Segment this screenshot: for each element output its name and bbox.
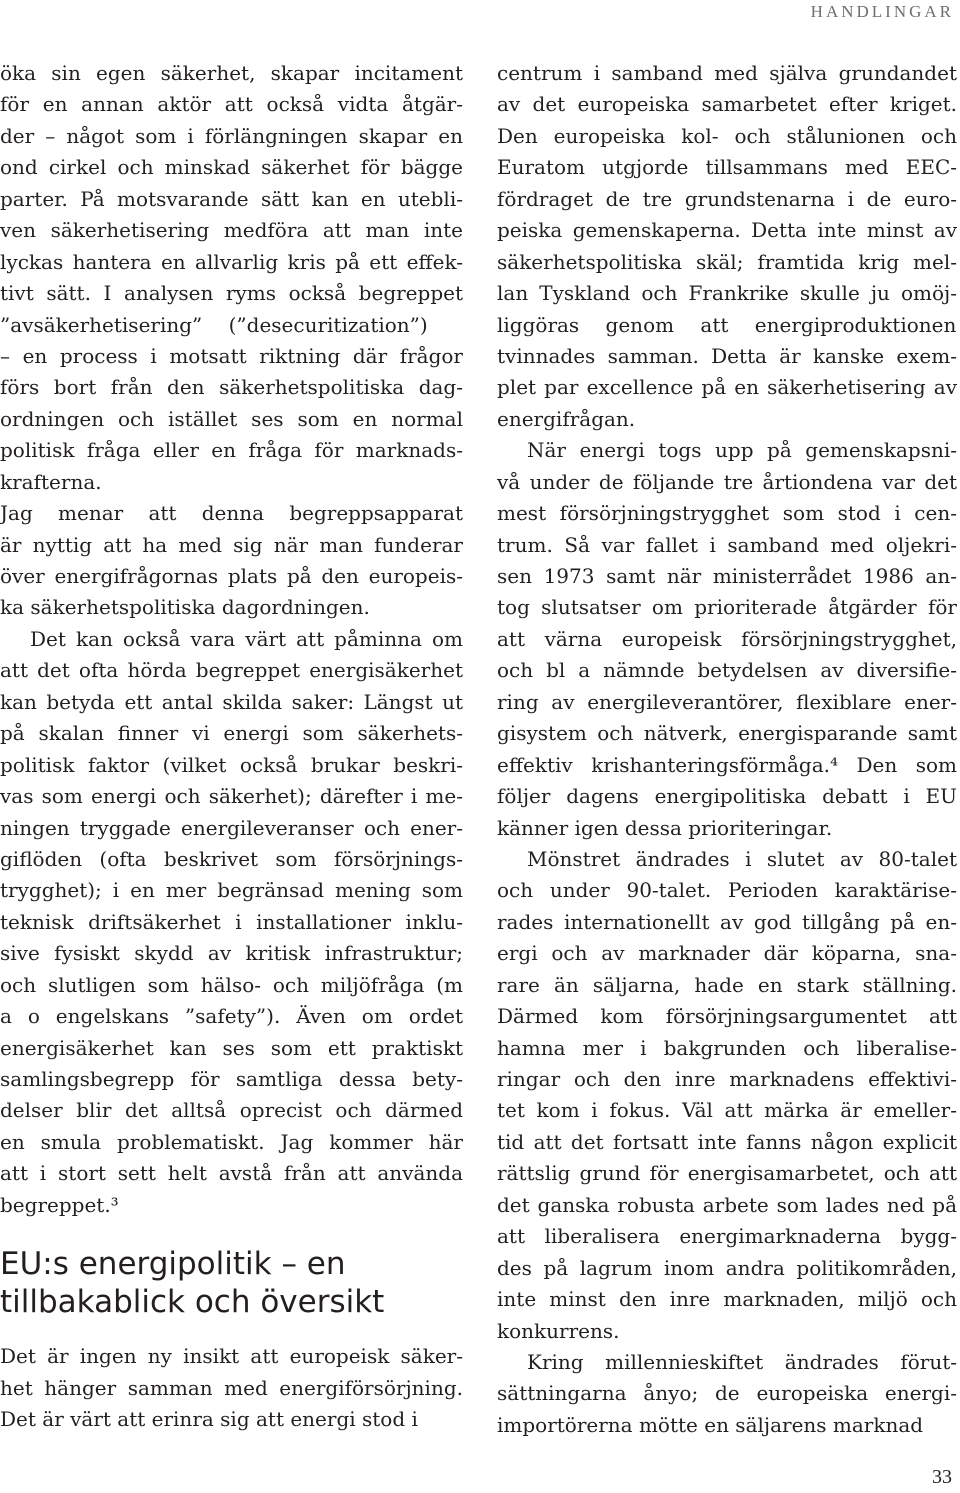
section-heading [0,1245,463,1321]
text-line: öka sin egen säkerhet, skapar incitament [0,61,463,85]
text-line: der – något som i förlängningen skapar en [0,123,463,148]
text-line: Det kan också vara värt att påminna om [30,626,463,651]
running-head: HANDLINGAR [810,2,954,21]
heading-line: EU:s energipolitik – en [0,1246,346,1283]
text-line: ”avsäkerhetisering” (”desecuritization”) [0,312,428,337]
text-line: kan betyda ett antal skilda saker: Längst ut [0,689,463,714]
text-line: att värna europeisk försörjningstrygghet, [497,626,957,651]
text-line: rare än säljarna, hade en stark ställning. [497,972,957,997]
text-line: energifrågan. [497,406,636,431]
text-line: sive fysiskt skydd av kritisk infrastruktur; [0,941,463,966]
text-line: ordningen och istället ses som en normal [0,406,463,431]
text-line: ven säkerhetisering medföra att man inte [0,218,463,243]
text-line: sen 1973 samt när ministerrådet 1986 an- [497,564,957,588]
text-line: Kring millennieskiftet ändrades förut- [527,1349,957,1374]
paragraph-1 [0,58,463,498]
text-line: konkurrens. [497,1318,620,1343]
paragraph-2 [497,435,957,844]
text-line: giflöden (ofta beskrivet som försörjnings- [0,846,463,871]
text-line: Den europeiska kol- och stålunionen och [497,123,957,148]
paragraph-1 [497,58,957,435]
text-line: ningen tryggade energileveranser och ener- [0,815,463,840]
text-line: effektiv krishanteringsförmåga.⁴ Den som [497,752,957,777]
text-line: mest försörjningstrygghet som stod i cen- [497,501,957,526]
text-line: Mönstret ändrades i slutet av 80-talet [527,846,957,871]
text-line: fördraget de tre grundstenarna i de euro- [497,186,957,211]
text-line: – en process i motsatt riktning där frågor [0,343,463,368]
text-line: ringar och den inre marknadens effektivi- [497,1067,957,1091]
text-line: Jag menar att denna begreppsapparat [0,501,463,526]
text-line: samlingsbegrepp för samtliga dessa bety- [0,1067,463,1091]
text-line: Det är ingen ny insikt att europeisk säker- [0,1344,463,1369]
text-line: tivt sätt. I analysen ryms också begreppet [0,281,463,306]
text-line: Euratom utgjorde tillsammans med EEC- [497,155,957,180]
text-line: över energifrågornas plats på den europeis- [0,564,463,588]
text-line: vå under de följande tre årtiondena var det [497,469,957,494]
text-line: ond cirkel och minskad säkerhet för bägge [0,155,463,180]
text-line: inte minst den inre marknaden, miljö och [497,1287,957,1312]
text-line: krafterna. [0,469,102,494]
text-line: importörerna mötte en säljarens marknad [497,1412,924,1437]
text-line: följer dagens energipolitiska debatt i EU [497,784,957,809]
text-line: och slutligen som hälso- och miljöfråga (m [0,972,463,997]
text-line: rades internationellt av god tillgång på en- [497,909,957,934]
left-column [0,58,463,1436]
text-line: trum. Så var fallet i samband med oljekri- [497,532,957,557]
text-line: tid att det fortsatt inte fanns någon explicit [497,1129,957,1154]
text-line: het hänger samman med energiförsörjning. [0,1375,463,1400]
text-line: teknisk driftsäkerhet i installationer inklu- [0,909,463,934]
heading-line: tillbakablick och översikt [0,1284,385,1321]
text-line: är nyttig att ha med sig när man funderar [0,532,463,557]
paragraph-4 [497,1347,957,1441]
text-line: ergi och av marknader där köparna, sna- [497,941,957,966]
text-line: vas som energi och säkerhet); därefter i me- [0,784,463,809]
paragraph-4 [0,1341,463,1435]
text-line: lan Tyskland och Frankrike skulle ju omöj- [497,281,957,306]
text-line: parter. På motsvarande sätt kan en utebli- [0,186,463,211]
text-line: känner igen dessa prioriteringar. [497,815,833,840]
text-line: begreppet.³ [0,1192,119,1217]
text-line: av det europeiska samarbetet efter kriget. [497,92,957,117]
text-line: förs bort från den säkerhetspolitiska dag- [0,375,463,400]
text-line: att det ofta hörda begreppet energisäkerhet [0,658,463,683]
text-line: ka säkerhetspolitiska dagordningen. [0,595,370,620]
text-line: en smula problematiskt. Jag kommer här [0,1129,463,1154]
text-line: och under 90-talet. Perioden karaktärise- [497,878,957,903]
text-line: politisk faktor (vilket också brukar beskri- [0,752,463,777]
paragraph-3 [0,624,463,1221]
text-line: centrum i samband med själva grundandet [497,61,957,85]
text-line: Därmed kom försörjningsargumentet att [497,1004,957,1029]
text-line: rättslig grund för energisamarbetet, och att [497,1161,957,1186]
text-line: tog slutsatser om prioriterade åtgärder för [497,595,957,620]
text-line: a o engelskans ”safety”). Även om ordet [0,1004,463,1029]
text-line: energisäkerhet kan ses som ett praktiskt [0,1035,463,1060]
right-column [497,58,957,1441]
text-line: trygghet); i en mer begränsad mening som [0,878,463,903]
paragraph-2 [0,498,463,624]
text-line: lyckas hantera en allvarlig kris på ett effek- [0,249,463,274]
text-line: gisystem och nätverk, energisparande samt [497,721,957,746]
text-line: för en annan aktör att också vidta åtgär- [0,92,463,117]
text-line: sättningarna ånyo; de europeiska energi- [497,1381,957,1406]
text-line: Det är värt att erinra sig att energi stod i [0,1407,418,1432]
text-line: plet par excellence på en säkerhetisering av [497,375,957,400]
text-line: liggöras genom att energiproduktionen [497,312,957,337]
text-line: delser blir det alltså oprecist och därmed [0,1098,463,1123]
text-line: tvinnades samman. Detta är kanske exem- [497,343,957,368]
text-line: att liberalisera energimarknaderna bygg- [497,1224,957,1249]
text-line: politisk fråga eller en fråga för marknads- [0,438,463,463]
page-number: 33 [932,1466,952,1488]
text-line: att i stort sett helt avstå från att använda [0,1161,463,1186]
text-line: När energi togs upp på gemenskapsni- [527,438,957,463]
text-line: peiska gemenskaperna. Detta inte minst av [497,218,957,243]
text-line: tet kom i fokus. Väl att märka är emeller- [497,1098,957,1123]
text-line: ring av energileverantörer, flexiblare ener- [497,689,957,714]
text-line: det ganska robusta arbete som lades ned på [497,1192,957,1217]
text-line: säkerhetspolitiska skäl; framtida krig mel- [497,249,957,274]
text-line: hamna mer i bakgrunden och liberalise- [497,1035,957,1060]
text-line: på skalan finner vi energi som säkerhets- [0,721,463,746]
paragraph-3 [497,844,957,1347]
text-line: och bl a nämnde betydelsen av diversifie- [497,658,957,683]
text-line: des på lagrum inom andra politikområden, [497,1255,957,1280]
